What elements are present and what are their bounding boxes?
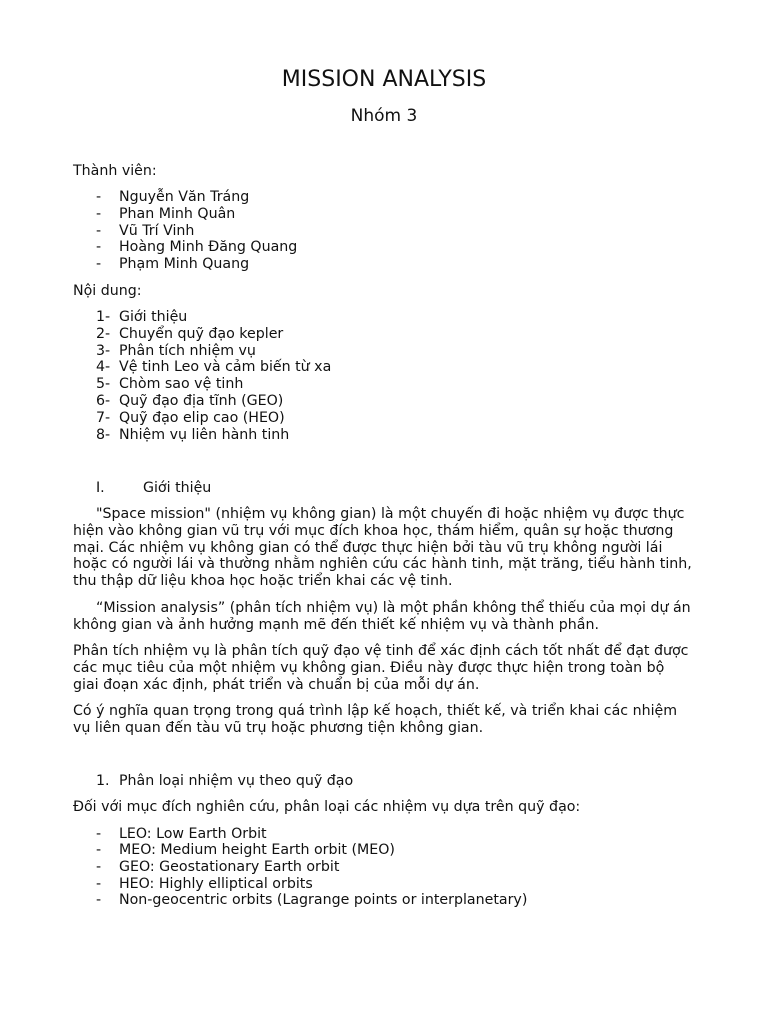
paragraph-line: mại. Các nhiệm vụ không gian có thể được thực hiện bởi tàu vũ trụ không người lái bbox=[73, 539, 663, 556]
contents-item bbox=[96, 393, 283, 410]
dash-marker: - bbox=[96, 206, 102, 222]
contents-number: 3- bbox=[96, 343, 111, 359]
contents-number: 4- bbox=[96, 359, 111, 375]
orbit-text: LEO: Low Earth Orbit bbox=[119, 826, 267, 842]
paragraph-line: “Mission analysis” (phân tích nhiệm vụ) là một phần không thể thiếu của mọi dự án bbox=[96, 600, 691, 616]
dash-marker: - bbox=[96, 859, 102, 875]
subsection-heading bbox=[96, 773, 353, 790]
orbit-item bbox=[96, 826, 267, 843]
dash-marker: - bbox=[96, 876, 102, 892]
orbit-item bbox=[96, 892, 527, 909]
contents-text: Chuyển quỹ đạo kepler bbox=[119, 326, 284, 342]
contents-item bbox=[96, 410, 285, 427]
contents-text: Giới thiệu bbox=[119, 309, 188, 325]
paragraph-line: vụ liên quan đến tàu vũ trụ hoặc phương tiện không gian. bbox=[73, 719, 484, 736]
member-item bbox=[96, 239, 297, 256]
section-numeral: I. bbox=[96, 480, 105, 496]
document-subtitle: Nhóm 3 bbox=[350, 106, 418, 126]
contents-label: Nội dung: bbox=[73, 283, 142, 299]
member-item bbox=[96, 223, 194, 240]
contents-number: 2- bbox=[96, 326, 111, 342]
paragraph-line: Phân tích nhiệm vụ là phân tích quỹ đạo vệ tinh để xác định cách tốt nhất để đạt được bbox=[73, 643, 689, 659]
dash-marker: - bbox=[96, 256, 102, 272]
dash-marker: - bbox=[96, 892, 102, 908]
paragraph bbox=[73, 703, 698, 737]
paragraph bbox=[73, 506, 698, 590]
paragraph bbox=[73, 643, 698, 693]
contents-text: Quỹ đạo elip cao (HEO) bbox=[119, 410, 285, 426]
dash-marker: - bbox=[96, 826, 102, 842]
contents-text: Nhiệm vụ liên hành tinh bbox=[119, 427, 290, 443]
member-name: Phan Minh Quân bbox=[119, 206, 236, 222]
contents-text: Vệ tinh Leo và cảm biến từ xa bbox=[119, 359, 332, 375]
orbit-item bbox=[96, 859, 339, 876]
orbit-item bbox=[96, 842, 395, 859]
member-item bbox=[96, 189, 249, 206]
contents-number: 1- bbox=[96, 309, 111, 325]
contents-item bbox=[96, 359, 331, 376]
orbit-text: HEO: Highly elliptical orbits bbox=[119, 876, 313, 892]
paragraph-line: không gian và ảnh hưởng mạnh mẽ đến thiết kế nhiệm vụ và thành phần. bbox=[73, 616, 599, 633]
contents-number: 5- bbox=[96, 376, 111, 392]
paragraph-line: các mục tiêu của một nhiệm vụ không gian. Điều này được thực hiện trong toàn bộ bbox=[73, 659, 665, 676]
orbit-text: Non-geocentric orbits (Lagrange points or interplanetary) bbox=[119, 892, 528, 908]
member-name: Nguyễn Văn Tráng bbox=[119, 189, 250, 205]
contents-text: Chòm sao vệ tinh bbox=[119, 376, 244, 392]
paragraph-line: "Space mission" (nhiệm vụ không gian) là một chuyến đi hoặc nhiệm vụ được thực bbox=[96, 506, 685, 522]
contents-text: Quỹ đạo địa tĩnh (GEO) bbox=[119, 393, 284, 409]
contents-item bbox=[96, 376, 243, 393]
paragraph-line: giai đoạn xác định, phát triển và chuẩn bị của mỗi dự án. bbox=[73, 676, 480, 693]
dash-marker: - bbox=[96, 842, 102, 858]
dash-marker: - bbox=[96, 223, 102, 239]
member-name: Phạm Minh Quang bbox=[119, 256, 250, 272]
member-name: Vũ Trí Vinh bbox=[119, 223, 195, 239]
member-name: Hoàng Minh Đăng Quang bbox=[119, 239, 298, 255]
member-item bbox=[96, 206, 235, 223]
paragraph-line: hoặc có người lái và thường nhằm nghiên cứu các hành tinh, mặt trăng, tiểu hành tinh, bbox=[73, 556, 692, 573]
orbit-text: MEO: Medium height Earth orbit (MEO) bbox=[119, 842, 395, 858]
orbit-intro: Đối với mục đích nghiên cứu, phân loại các nhiệm vụ dựa trên quỹ đạo: bbox=[73, 799, 581, 815]
contents-item bbox=[96, 326, 283, 343]
contents-number: 7- bbox=[96, 410, 111, 426]
document-title: MISSION ANALYSIS bbox=[281, 67, 487, 92]
members-label: Thành viên: bbox=[73, 163, 157, 179]
paragraph bbox=[73, 600, 698, 634]
contents-text: Phân tích nhiệm vụ bbox=[119, 343, 256, 359]
contents-number: 8- bbox=[96, 427, 111, 443]
dash-marker: - bbox=[96, 189, 102, 205]
paragraph-line: hiện vào không gian vũ trụ với mục đích khoa học, thám hiểm, quân sự hoặc thương bbox=[73, 522, 674, 539]
subsection-number: 1. bbox=[96, 773, 110, 789]
contents-item bbox=[96, 427, 289, 444]
contents-number: 6- bbox=[96, 393, 111, 409]
contents-item bbox=[96, 343, 256, 360]
section-heading: Giới thiệu bbox=[143, 480, 212, 496]
dash-marker: - bbox=[96, 239, 102, 255]
paragraph-line: thu thập dữ liệu khoa học hoặc triển khai các vệ tinh. bbox=[73, 573, 453, 590]
member-item bbox=[96, 256, 249, 273]
contents-item bbox=[96, 309, 187, 326]
paragraph-line: Có ý nghĩa quan trọng trong quá trình lập kế hoạch, thiết kế, và triển khai các nhiệm bbox=[73, 703, 678, 719]
orbit-text: GEO: Geostationary Earth orbit bbox=[119, 859, 340, 875]
subsection-title: Phân loại nhiệm vụ theo quỹ đạo bbox=[119, 773, 354, 789]
orbit-item bbox=[96, 876, 313, 893]
